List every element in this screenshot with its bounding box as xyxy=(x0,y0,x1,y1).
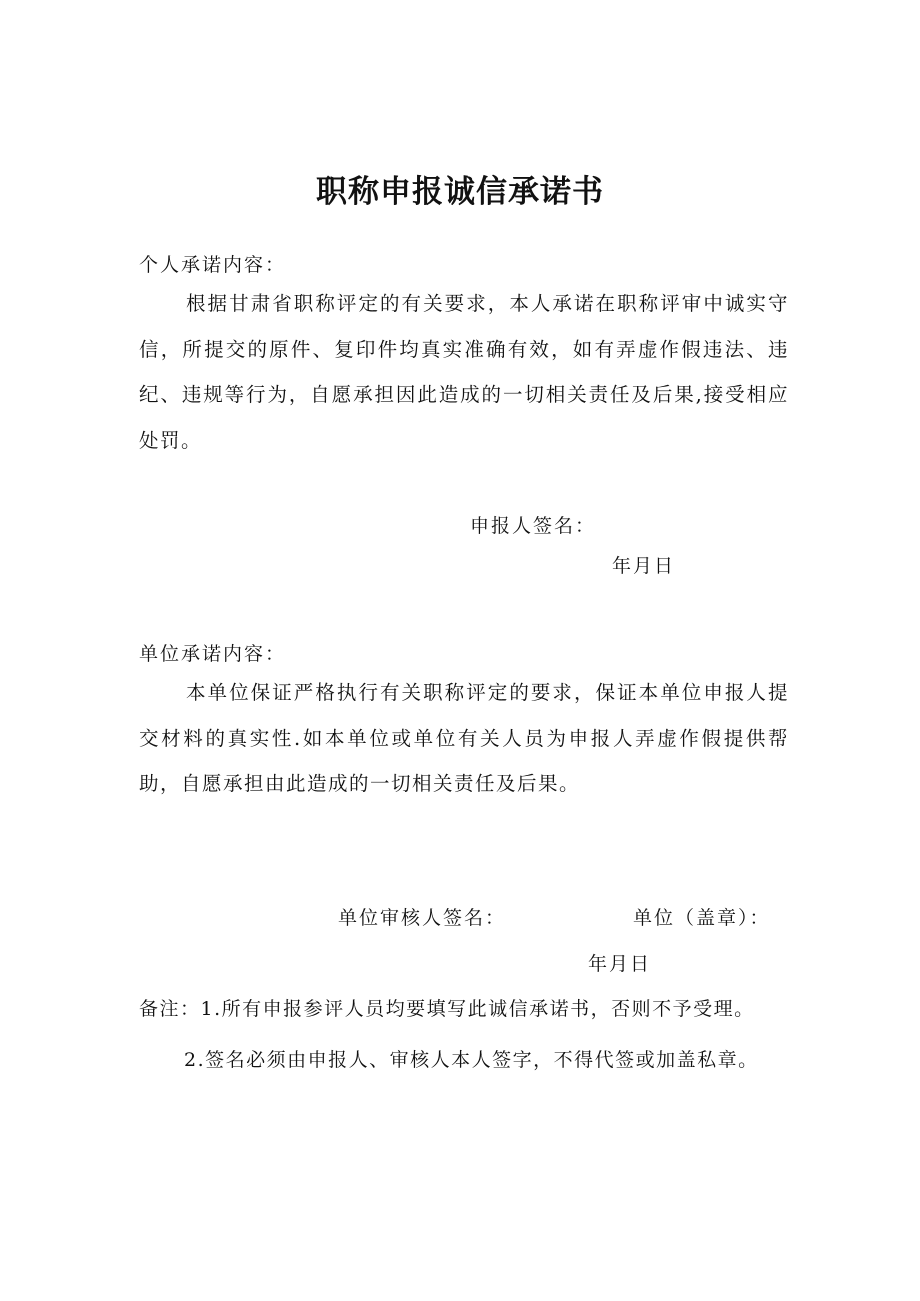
reviewer-signature-label: 单位审核人签名： xyxy=(338,907,507,929)
personal-commitment-paragraph: 根据甘肃省职称评定的有关要求，本人承诺在职称评审中诚实守信，所提交的原件、复印件均真实准确有效，如有弄虚作假违法、违纪、违规等行为，自愿承担因此造成的一切相关责任及后果,接受相应处罚。 xyxy=(139,292,789,452)
applicant-date-label: 年月日 xyxy=(612,555,676,577)
personal-commitment-label: 个人承诺内容： xyxy=(139,254,287,276)
applicant-signature-label: 申报人签名： xyxy=(470,515,597,537)
note-1: 备注：1.所有申报参评人员均要填写此诚信承诺书，否则不予受理。 xyxy=(139,998,755,1020)
document-title: 职称申报诚信承诺书 xyxy=(316,174,604,210)
unit-commitment-paragraph: 本单位保证严格执行有关职称评定的要求，保证本单位申报人提交材料的真实性.如本单位或单位有关人员为申报人弄虚作假提供帮助，自愿承担由此造成的一切相关责任及后果。 xyxy=(139,681,789,795)
unit-seal-label: 单位（盖章）： xyxy=(633,907,771,929)
note-2: 2.签名必须由申报人、审核人本人签字，不得代签或加盖私章。 xyxy=(184,1049,759,1071)
unit-date-label: 年月日 xyxy=(588,953,652,975)
unit-commitment-label: 单位承诺内容： xyxy=(139,643,287,665)
